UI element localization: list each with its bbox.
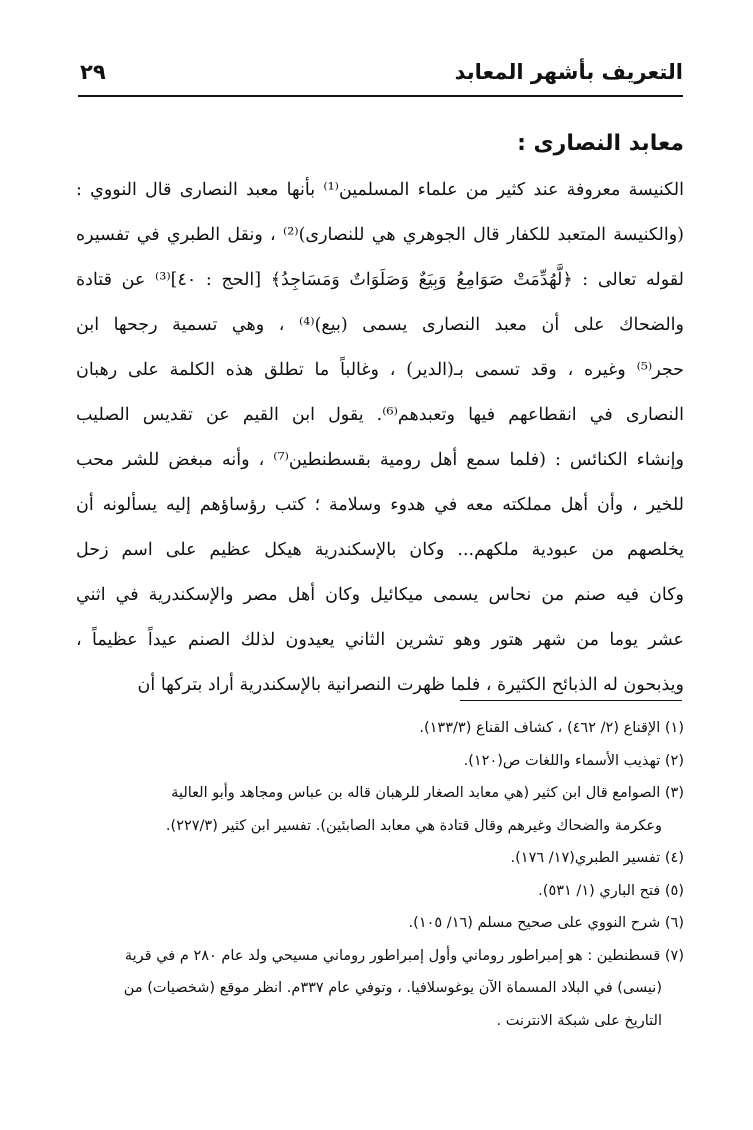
body-line: ويذبحون له الذبائح الكثيرة ، فلما ظهرت النصرانية بالإسكندرية أراد بتركها أن	[137, 675, 684, 695]
footnote: (٧) قسطنطين : هو إمبراطور روماني وأول إمبراطور روماني مسيحي ولد عام ٢٨٠ م في قرية	[124, 947, 684, 964]
running-title: التعريف بأشهر المعابد	[454, 60, 683, 84]
footnote-continuation: وعكرمة والضحاك وغيرهم وقال قتادة هي معابد الصابئين). تفسير ابن كثير (٢٢٧/٣).	[165, 817, 662, 834]
footnote-continuation: التاريخ على شبكة الانترنت .	[496, 1012, 662, 1029]
footnote: (٢) تهذيب الأسماء واللغات ص(١٢٠).	[463, 752, 684, 769]
footnote: (٣) الصوامع قال ابن كثير (هي معابد الصغار للرهبان قاله بن عباس ومجاهد وأبو العالية	[171, 785, 684, 801]
body-line: عشر يوما من شهر هتور وهو تشرين الثاني يعيدون لذلك الصنم عيداً عظيماً ،	[76, 630, 684, 650]
page-number: ٢٩	[80, 60, 106, 84]
footnote-divider	[460, 700, 682, 701]
header-divider	[78, 95, 683, 97]
body-line: للخير ، وأن أهل مملكته معه في هدوء وسلامة ؛ كتب رؤساؤهم إليه يسألونه أن	[76, 495, 684, 515]
body-line: النصارى في انقطاعهم فيها وتعبدهم⁽⁶⁾. يقول ابن القيم عن تقديس الصليب	[76, 405, 684, 425]
footnotes	[76, 712, 684, 1037]
body-line: (والكنيسة المتعبد للكفار قال الجوهري هي للنصارى)⁽²⁾ ، ونقل الطبري في تفسيره	[76, 225, 684, 245]
footnote: (٦) شرح النووي على صحيح مسلم (١٦/ ١٠٥).	[408, 915, 684, 931]
main-text	[76, 120, 684, 708]
body-line: لقوله تعالى : ﴿لَّهُدِّمَتْ صَوَامِعُ وَبِيَعٌ وَصَلَوَاتٌ وَمَسَاجِدُ﴾ [الحج : ٤٠]⁽³⁾ عن قتادة	[76, 270, 684, 290]
body-line: الكنيسة معروفة عند كثير من علماء المسلمين⁽¹⁾ بأنها معبد النصارى قال النووي :	[76, 180, 684, 200]
page-header	[78, 58, 683, 96]
section-title: معابد النصارى :	[517, 131, 684, 156]
footnote: (٤) تفسير الطبري(١٧/ ١٧٦).	[510, 850, 684, 866]
body-line: وإنشاء الكنائس : (فلما سمع أهل رومية بقسطنطين⁽⁷⁾ ، وأنه مبغض للشر محب	[76, 450, 684, 470]
body-line: يخلصهم من عبودية ملكهم... وكان بالإسكندرية هيكل عظيم على اسم زحل	[76, 540, 684, 560]
footnote: (١) الإقناع (٢/ ٤٦٢) ، كشاف القناع (١٣٣/٣).	[419, 720, 684, 736]
footnote: (٥) فتح الباري (١/ ٥٣١).	[538, 882, 684, 899]
body-line: وكان فيه صنم من نحاس يسمى ميكائيل وكان أهل مصر والإسكندرية في اثني	[76, 585, 684, 605]
body-line: والضحاك على أن معبد النصارى يسمى (بيع)⁽⁴⁾ ، وهي تسمية رجحها ابن	[76, 315, 684, 335]
body-line: حجر⁽⁵⁾ وغيره ، وقد تسمى بـ(الدير) ، وغالباً ما تطلق هذه الكلمة على رهبان	[76, 360, 684, 380]
footnote-continuation: (نيسى) في البلاد المسماة الآن يوغوسلافيا. ، وتوفي عام ٣٣٧م. انظر موقع (شخصيات) من	[123, 980, 662, 996]
